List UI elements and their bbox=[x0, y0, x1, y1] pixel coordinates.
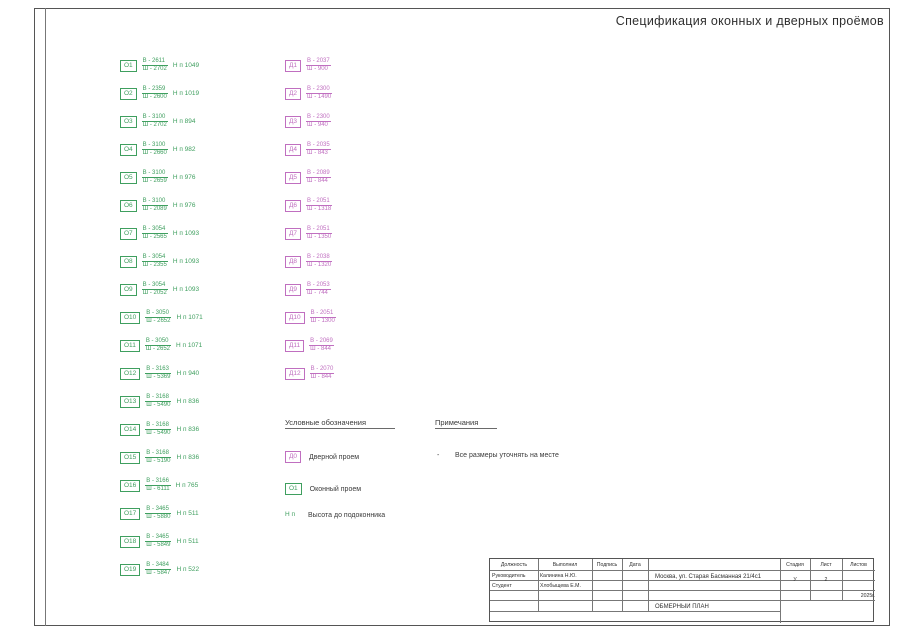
window-sill-height: Н п 976 bbox=[172, 201, 196, 209]
sill-symbol-icon: Н п bbox=[285, 511, 296, 518]
window-tag-code: О16 bbox=[120, 480, 140, 492]
window-sill-height: Н п 976 bbox=[172, 173, 196, 181]
stamp-header-sheets: Листов bbox=[850, 562, 867, 568]
window-sill-height: Н п 836 bbox=[176, 453, 200, 461]
note-item: Все размеры уточнять на месте bbox=[455, 452, 559, 459]
door-width: Ш - 1300 bbox=[310, 318, 335, 324]
window-width: Ш - 5849 bbox=[146, 542, 171, 548]
door-tag-code: Д4 bbox=[285, 144, 301, 156]
door-tag-row[interactable] bbox=[285, 114, 331, 129]
window-tag-code: О17 bbox=[120, 508, 140, 520]
door-height: В - 2053 bbox=[307, 282, 330, 288]
window-tag-code: О15 bbox=[120, 452, 140, 464]
stamp-stage-value: У bbox=[793, 577, 797, 583]
window-tag-row[interactable] bbox=[120, 58, 199, 73]
legend-item-sill bbox=[285, 510, 385, 520]
door-height: В - 2037 bbox=[307, 58, 330, 64]
window-width: Ш - 6111 bbox=[146, 486, 170, 492]
window-height: В - 3054 bbox=[142, 226, 168, 234]
legend-title: Условные обозначения bbox=[285, 418, 395, 429]
stamp-row-role: Руководитель bbox=[492, 573, 526, 579]
window-width: Ш - 2600 bbox=[142, 94, 167, 100]
stamp-header-date: Дата bbox=[629, 562, 641, 568]
window-tag-row[interactable] bbox=[120, 86, 199, 101]
window-sill-height: Н п 1093 bbox=[172, 285, 200, 293]
stamp-header-role: Должность bbox=[500, 562, 528, 568]
window-tag-row[interactable] bbox=[120, 534, 199, 549]
door-width: Ш - 1318 bbox=[307, 206, 332, 212]
window-width: Ш - 2089 bbox=[142, 206, 167, 212]
door-height: В - 2038 bbox=[306, 254, 332, 262]
window-tag-row[interactable] bbox=[120, 170, 196, 185]
window-sill-height: Н п 522 bbox=[176, 565, 200, 573]
window-width: Ш - 2652 bbox=[145, 346, 170, 352]
window-height: В - 3050 bbox=[145, 310, 171, 318]
door-tag-code: Д8 bbox=[285, 256, 301, 268]
window-sill-height: Н п 511 bbox=[176, 509, 199, 517]
legend-item-window bbox=[285, 483, 361, 495]
window-tag-row[interactable] bbox=[120, 478, 198, 493]
door-tag-row[interactable] bbox=[285, 58, 331, 73]
window-width: Ш - 5190 bbox=[146, 458, 171, 464]
window-height: В - 3054 bbox=[142, 282, 168, 290]
stamp-row-name: Хлобыщева Е.М. bbox=[540, 583, 581, 589]
door-height: В - 2300 bbox=[307, 114, 330, 120]
window-sill-height: Н п 940 bbox=[176, 369, 200, 377]
window-tag-row[interactable] bbox=[120, 506, 199, 521]
window-tag-row[interactable] bbox=[120, 198, 196, 213]
window-width: Ш - 2702 bbox=[142, 66, 167, 72]
stamp-row-role: Студент bbox=[492, 583, 512, 589]
note-bullet: - bbox=[437, 452, 440, 459]
stamp-year: 2025г. bbox=[860, 593, 875, 599]
door-tag-row[interactable] bbox=[285, 226, 332, 241]
door-tag-row[interactable] bbox=[285, 310, 336, 325]
window-tag-row[interactable] bbox=[120, 338, 202, 353]
window-width: Ш - 2355 bbox=[142, 262, 167, 268]
window-tag-row[interactable] bbox=[120, 254, 199, 269]
window-height: В - 2611 bbox=[142, 58, 168, 66]
legend-item-label: Оконный проем bbox=[309, 485, 362, 493]
window-tag-code: О12 bbox=[120, 368, 140, 380]
window-tag-code: О11 bbox=[120, 340, 140, 352]
door-tag-code: Д5 bbox=[285, 172, 301, 184]
window-sill-height: Н п 511 bbox=[176, 537, 199, 545]
legend-item-label: Высота до подоконника bbox=[308, 511, 386, 519]
legend-item-door bbox=[285, 451, 359, 463]
window-tag-code: О19 bbox=[120, 564, 140, 576]
door-tag-row[interactable] bbox=[285, 170, 331, 185]
stamp-drawing-name: ОБМЕРНЫЙ ПЛАН bbox=[655, 604, 709, 610]
door-tag-code: Д12 bbox=[285, 368, 305, 380]
door-tag-row[interactable] bbox=[285, 338, 334, 353]
window-height: В - 3100 bbox=[142, 142, 168, 150]
window-symbol-icon: О1 bbox=[285, 483, 302, 495]
window-sill-height: Н п 1019 bbox=[172, 89, 200, 97]
door-width: Ш - 744 bbox=[307, 290, 328, 296]
window-tag-code: О6 bbox=[120, 200, 137, 212]
window-height: В - 3163 bbox=[145, 366, 171, 374]
notes-title: Примечания bbox=[435, 418, 497, 429]
stamp-object-address: Москва, ул. Старая Басманная 21/4с1 bbox=[655, 574, 762, 580]
window-sill-height: Н п 894 bbox=[172, 117, 196, 125]
window-height: В - 3484 bbox=[145, 562, 171, 570]
window-sill-height: Н п 1093 bbox=[172, 229, 200, 237]
window-tag-code: О1 bbox=[120, 60, 137, 72]
door-tag-code: Д3 bbox=[285, 116, 301, 128]
door-symbol-icon: Д0 bbox=[285, 451, 301, 463]
door-tag-code: Д6 bbox=[285, 200, 301, 212]
window-sill-height: Н п 836 bbox=[176, 425, 200, 433]
window-width: Ш - 2702 bbox=[142, 122, 167, 128]
window-tag-row[interactable] bbox=[120, 114, 196, 129]
window-width: Ш - 5490 bbox=[146, 430, 171, 436]
window-tag-row[interactable] bbox=[120, 282, 199, 297]
window-width: Ш - 2652 bbox=[146, 318, 171, 324]
door-tag-row[interactable] bbox=[285, 254, 332, 269]
window-tag-code: О10 bbox=[120, 312, 140, 324]
window-tag-row[interactable] bbox=[120, 562, 199, 577]
door-height: В - 2051 bbox=[306, 226, 332, 234]
window-tag-code: О7 bbox=[120, 228, 137, 240]
door-width: Ш - 1350 bbox=[307, 234, 332, 240]
window-width: Ш - 2052 bbox=[142, 290, 167, 296]
door-width: Ш - 940 bbox=[307, 122, 328, 128]
window-tag-row[interactable] bbox=[120, 142, 196, 157]
window-tag-code: О14 bbox=[120, 424, 140, 436]
door-tag-row[interactable] bbox=[285, 366, 334, 381]
legend-item-label: Дверной проем bbox=[309, 453, 360, 461]
door-height: В - 2051 bbox=[306, 198, 332, 206]
door-tag-code: Д9 bbox=[285, 284, 301, 296]
window-height: В - 3100 bbox=[142, 114, 168, 122]
door-tag-row[interactable] bbox=[285, 198, 332, 213]
door-height: В - 2300 bbox=[306, 86, 332, 94]
door-width: Ш - 844 bbox=[310, 374, 332, 380]
window-tag-row[interactable] bbox=[120, 394, 199, 409]
stamp-header-sign: Подпись bbox=[596, 562, 618, 568]
window-width: Ш - 2660 bbox=[142, 150, 167, 156]
window-sill-height: Н п 1071 bbox=[176, 341, 203, 349]
window-tag-code: О5 bbox=[120, 172, 137, 184]
door-height: В - 2089 bbox=[307, 170, 330, 176]
window-height: В - 3465 bbox=[145, 506, 171, 514]
window-width: Ш - 5847 bbox=[146, 570, 171, 576]
window-tag-code: О8 bbox=[120, 256, 137, 268]
window-height: В - 3168 bbox=[145, 422, 171, 430]
window-width: Ш - 5880 bbox=[146, 514, 171, 520]
door-tag-row[interactable] bbox=[285, 86, 332, 101]
door-tag-code: Д10 bbox=[285, 312, 305, 324]
window-tag-code: О13 bbox=[120, 396, 140, 408]
door-tag-code: Д1 bbox=[285, 60, 301, 72]
window-tag-code: О9 bbox=[120, 284, 137, 296]
stamp-sheet-value: 2 bbox=[824, 577, 828, 583]
door-height: В - 2035 bbox=[307, 142, 330, 148]
window-width: Ш - 5490 bbox=[146, 402, 171, 408]
door-width: Ш - 843 bbox=[307, 150, 328, 156]
window-sill-height: Н п 765 bbox=[175, 481, 199, 489]
stamp-row-name: Калинина Н.Ю. bbox=[540, 573, 577, 579]
door-tag-code: Д11 bbox=[285, 340, 304, 352]
drawing-frame-binding-margin bbox=[45, 8, 46, 626]
window-height: В - 3168 bbox=[145, 450, 171, 458]
stamp-header-stage: Стадия bbox=[786, 562, 804, 568]
window-height: В - 2359 bbox=[142, 86, 168, 94]
window-tag-row[interactable] bbox=[120, 450, 199, 465]
door-height: В - 2051 bbox=[310, 310, 336, 318]
window-height: В - 3100 bbox=[142, 198, 168, 206]
door-width: Ш - 844 bbox=[307, 178, 328, 184]
door-width: Ш - 844 bbox=[310, 346, 331, 352]
door-tag-code: Д7 bbox=[285, 228, 301, 240]
window-tag-row[interactable] bbox=[120, 422, 199, 437]
window-width: Ш - 2565 bbox=[142, 234, 167, 240]
door-height: В - 2070 bbox=[310, 366, 334, 372]
door-height: В - 2069 bbox=[310, 338, 333, 344]
door-width: Ш - 1490 bbox=[307, 94, 332, 100]
page-title: Спецификация оконных и дверных проёмов bbox=[615, 14, 884, 28]
door-tag-code: Д2 bbox=[285, 88, 301, 100]
window-sill-height: Н п 836 bbox=[176, 397, 200, 405]
window-sill-height: Н п 1049 bbox=[172, 61, 200, 69]
window-tag-code: О4 bbox=[120, 144, 137, 156]
window-width: Ш - 5369 bbox=[146, 374, 171, 380]
window-height: В - 3166 bbox=[146, 478, 169, 484]
window-tag-row[interactable] bbox=[120, 366, 199, 381]
window-sill-height: Н п 1071 bbox=[176, 313, 203, 321]
window-tag-code: О18 bbox=[120, 536, 140, 548]
door-tag-row[interactable] bbox=[285, 142, 331, 157]
window-tag-code: О2 bbox=[120, 88, 137, 100]
window-height: В - 3465 bbox=[145, 534, 171, 542]
stamp-header-sheet: Лист bbox=[820, 562, 832, 568]
window-tag-row[interactable] bbox=[120, 226, 199, 241]
door-width: Ш - 900 bbox=[307, 66, 328, 72]
title-block bbox=[489, 558, 874, 622]
window-sill-height: Н п 1093 bbox=[172, 257, 200, 265]
window-width: Ш - 2659 bbox=[142, 178, 167, 184]
window-height: В - 3168 bbox=[145, 394, 171, 402]
window-height: В - 3100 bbox=[142, 170, 168, 178]
window-sill-height: Н п 982 bbox=[172, 145, 196, 153]
stamp-header-name: Выполнил bbox=[552, 562, 578, 568]
window-tag-row[interactable] bbox=[120, 310, 203, 325]
door-tag-row[interactable] bbox=[285, 282, 331, 297]
door-width: Ш - 1320 bbox=[307, 262, 332, 268]
window-height: В - 3054 bbox=[142, 254, 168, 262]
window-height: В - 3050 bbox=[145, 338, 171, 346]
window-tag-code: О3 bbox=[120, 116, 137, 128]
